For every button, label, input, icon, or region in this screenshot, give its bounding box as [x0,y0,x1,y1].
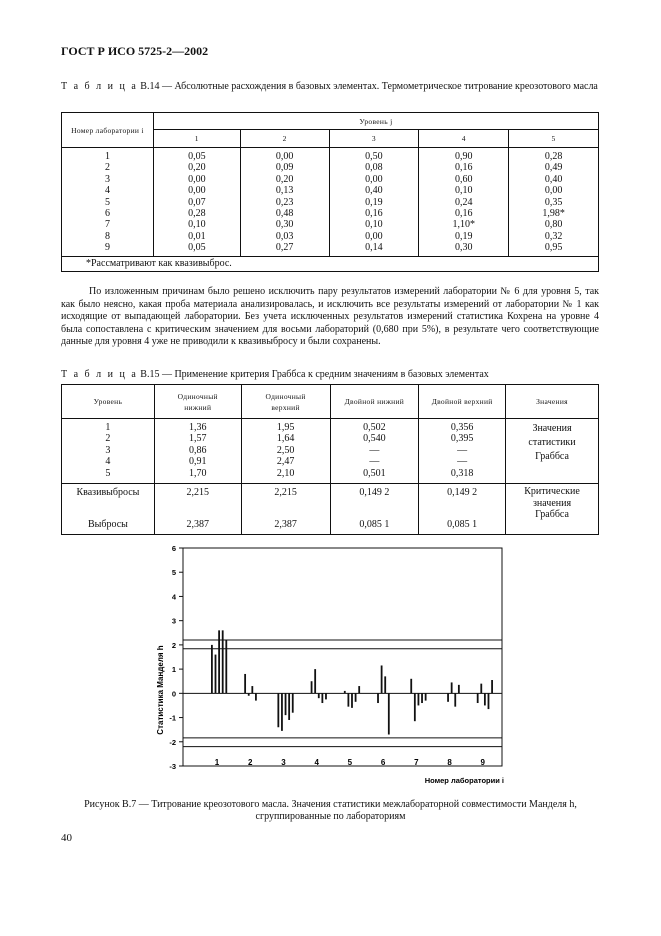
x-category-label: 9 [480,758,486,767]
bar [381,665,383,693]
y-tick-label: 4 [171,592,176,602]
double-upper-column [419,419,506,484]
table-b14-cell: 0,24 [454,196,473,208]
table-b14-cell: 1 [104,151,110,162]
bar [451,682,453,693]
quasi-outliers-column [62,484,155,535]
x-category-label: 6 [380,758,386,767]
bar [325,693,327,699]
table-b15-cell: 0,318 [450,467,474,479]
table-b14-caption [61,80,601,93]
table-b14-cell: 7 [104,219,110,231]
bar [477,693,479,703]
critical-double-lower [330,484,419,535]
bar [251,686,253,693]
level-3-header: 3 [329,130,419,148]
table-b14-cell: 0,40 [544,173,563,185]
table-b15-cell: 0,356 [450,422,474,433]
figure-caption: Рисунок В.7 — Титрование креозотового масла. Значения статистики межлабораторной совместимости Манделя h, сгруппированные по лабораториям [84,799,577,822]
x-category-label: 5 [347,758,353,767]
table-b15-cell: 4 [105,456,111,468]
x-category-label: 1 [214,758,220,767]
x-category-label: 4 [314,758,319,767]
table-b14-cell: 0,90 [454,151,473,162]
table-b14-cell: 8 [104,230,110,242]
table-b15-cell: 1 [105,422,111,433]
level-4-column [419,148,509,257]
table-b15-cell: 0,395 [450,433,474,445]
table-b15-header-0: Уровень [62,385,155,419]
bar [318,693,320,698]
level-4-header: 4 [419,130,509,148]
y-axis-ticks [169,544,183,771]
table-b14-cell: 0,10 [365,219,383,231]
table-b14-cell: 0,07 [188,196,206,208]
bar [355,693,357,701]
table-b14-cell: 1,98* [542,208,565,220]
bar [491,680,493,693]
table-b14-cell: 0,10 [188,219,206,231]
bar [311,681,313,693]
bar [218,630,220,693]
table-b15-cell: 0,502 [363,422,386,433]
cell: 2,215 [274,487,297,499]
bar [421,693,423,703]
table-b14-cell: 0,32 [544,230,563,242]
table-b15-header-5: Значения [506,385,599,419]
table-b15-title: В.15 — Применение критерия Граббса к средним значениям в базовых элементах [140,369,489,380]
table-b14-cell: 1,10* [452,219,475,231]
table-b14-cell: 0,00 [365,173,383,185]
table-b15-cell: 0,540 [363,433,386,445]
table-b15-cell: 1,70 [189,467,207,479]
bar [410,679,412,694]
table-b15-cell: 1,95 [276,422,295,433]
table-b14-cell: 0,19 [365,196,383,208]
table-b14-cell: 0,00 [188,173,206,185]
table-b15-cell: 2 [105,433,111,445]
table-b15-cell: 1,57 [189,433,207,445]
cell: 0,149 2 [359,487,390,499]
table-b15-cell: 5 [105,467,111,479]
page-number: 40 [61,832,72,844]
bar [248,693,250,695]
table-b14-label: Т а б л и ц а [61,81,138,92]
bar [277,693,279,727]
table-b14-cell: 0,50 [365,151,383,162]
table-b14-cell: 3 [104,173,110,185]
bar [225,640,227,693]
y-tick-label: -3 [169,762,176,771]
bar [222,630,224,693]
table-b14-cell: 0,01 [188,230,206,242]
table-b14-cell: 0,27 [275,242,294,254]
table-b15-header-2: Одиночный верхний [241,385,330,419]
table-b15-cell: — [369,456,380,468]
outliers-label: Выбросы [87,519,128,531]
x-category-label: 8 [447,758,452,767]
cell: 2,387 [274,519,297,531]
table-b15 [61,384,599,535]
table-b14-cell: 0,35 [544,196,563,208]
x-category-label: 7 [414,758,419,767]
critical-single-lower [154,484,241,535]
table-b15-header-3: Двойной нижний [330,385,419,419]
table-b14-cell: 0,00 [365,230,383,242]
bar [414,693,416,721]
bar [480,684,482,694]
table-b14-cell: 2 [104,162,110,174]
bar [418,693,420,705]
bar [425,693,427,700]
table-b14-cell: 9 [104,242,110,254]
table-b15-cell: 1,36 [189,422,207,433]
cell: 0,085 1 [359,519,390,531]
table-b15-cell: 2,50 [276,444,295,456]
level-1-column [153,148,240,257]
chart-frame [183,548,502,766]
cell: 0,149 2 [447,487,478,499]
cell: 0,085 1 [447,519,478,531]
table-b14-cell: 0,08 [365,162,383,174]
table-b15-cell: — [457,456,468,468]
table-b14-cell: 0,60 [454,173,473,185]
plot-border [183,548,502,766]
table-b15-cell: 0,91 [189,456,207,468]
table-b14-cell: 5 [104,196,110,208]
table-b14-cell: 0,14 [365,242,383,254]
table-b14-title: В.14 — Абсолютные расхождения в базовых элементах. Термометрическое титрование креозотового масла [140,81,598,92]
bar [244,674,246,693]
table-b14-cell: 0,16 [454,208,473,220]
table-b15-cell: 0,501 [363,467,386,479]
bar [447,693,449,701]
bar [314,669,316,693]
table-b14-footnote: *Рассматривают как квазивыброс. [62,256,599,271]
y-tick-label: 3 [171,616,176,626]
level-2-header: 2 [240,130,329,148]
bar [281,693,283,731]
lab-column [62,148,154,257]
table-b14-cell: 0,40 [365,185,383,197]
table-b14-cell: 0,95 [544,242,563,254]
table-b14-cell: 0,28 [188,208,206,220]
table-b15-critical-block [62,484,599,535]
bar [347,693,349,706]
y-tick-label: 5 [171,568,176,578]
bar [384,676,386,693]
level-column [62,419,155,484]
table-b14-cell: 0,49 [544,162,563,174]
table-b14-cell: 0,30 [454,242,473,254]
single-upper-column [241,419,330,484]
y-tick-label: -1 [169,713,176,723]
x-category-label: 3 [281,758,286,767]
table-b14-cell: 0,00 [275,151,294,162]
table-b15-cell: — [369,444,380,456]
table-b15-cell: 0,86 [189,444,207,456]
table-b14-cell: 0,05 [188,151,206,162]
table-b14 [61,112,599,272]
table-b15-header-1: Одиночный нижний [154,385,241,419]
table-b14-cell: 0,00 [544,185,563,197]
table-b14-cell: 0,19 [454,230,473,242]
bar [377,693,379,703]
bar [358,686,360,693]
bar [458,685,460,693]
table-b14-cell: 0,23 [275,196,294,208]
table-b14-cell: 0,16 [365,208,383,220]
level-5-column [509,148,599,257]
critical-values-label: Критические значения Граббса [506,484,599,535]
bar [211,645,213,693]
bar [344,691,346,693]
table-b14-cell: 0,03 [275,230,294,242]
bar [215,655,217,694]
table-b15-caption [61,368,601,381]
table-b15-stat-block [62,419,599,484]
table-b14-cell: 0,48 [275,208,294,220]
table-b14-cell: 4 [104,185,110,197]
header-lab-number: Номер лаборатории i [62,113,154,148]
cell: 2,387 [186,519,209,531]
table-b14-cell: 0,09 [275,162,294,174]
critical-double-upper [419,484,506,535]
table-b15-cell: 3 [105,444,111,456]
table-b14-cell: 0,16 [454,162,473,174]
y-tick-label: 6 [171,544,176,553]
body-paragraph: По изложенным причинам было решено исключить пару результатов измерений лаборатории № 6 для уровня 5, так как было неясно, какая проба материала анализировалась, и исключить все результаты измерений от лаборатории № 1 как исходящие от выпадающей лаборатории. Без учета исключенных результатов измерений статистика Кохрена на уровне 4 была сопоставлена с критическим значением для восьми лабораторий (0,680 при 5%), в результате чего соответствующие данные для уровня 4 уже не приводили к квазивыбросу и были сохранены. [61,286,599,348]
header-level: Уровень j [153,113,598,130]
bar [488,693,490,709]
mandel-h-chart [0,540,661,800]
critical-single-upper [241,484,330,535]
y-axis-label: Статистика Манделя h [156,645,165,735]
level-5-header: 5 [509,130,599,148]
bar [285,693,287,715]
table-b14-cell: 0,30 [275,219,294,231]
table-b15-header-4: Двойной верхний [419,385,506,419]
cell: 2,215 [186,487,209,499]
double-lower-column [330,419,419,484]
bar [321,693,323,703]
y-tick-label: -2 [169,737,176,747]
table-b14-cell: 0,10 [454,185,473,197]
table-b15-header-row [62,385,599,419]
document-header: ГОСТ Р ИСО 5725-2—2002 [61,44,209,58]
level-1-header: 1 [153,130,240,148]
bar [484,693,486,705]
y-tick-label: 2 [171,640,176,650]
bar [351,693,353,708]
bar [255,693,257,700]
bar [454,693,456,706]
bar [288,693,290,720]
y-tick-label: 1 [171,665,176,675]
table-b14-cell: 0,20 [188,162,206,174]
table-b15-cell: 2,47 [276,456,295,468]
single-lower-column [154,419,241,484]
table-b14-body [62,148,599,257]
x-category-label: 2 [247,758,253,767]
table-b15-cell: — [457,444,468,456]
table-b14-cell: 0,05 [188,242,206,254]
bars [211,630,493,734]
table-b14-cell: 0,80 [544,219,563,231]
table-b14-cell: 0,13 [275,185,294,197]
quasi-outliers-label: Квазивыбросы [76,487,140,499]
table-b15-cell: 2,10 [276,467,295,479]
bar [388,693,390,734]
table-b14-cell: 0,28 [544,151,563,162]
table-b15-label: Т а б л и ц а [61,369,138,380]
x-axis-label: Номер лаборатории i [424,776,504,785]
level-2-column [240,148,329,257]
table-b14-cell: 6 [104,208,110,220]
table-b15-cell: 1,64 [276,433,295,445]
table-b14-cell: 0,20 [275,173,294,185]
table-b14-cell: 0,00 [188,185,206,197]
level-3-column [329,148,419,257]
grubbs-statistic-label: Значения статистики Граббса [506,419,599,484]
y-tick-label: 0 [171,689,176,699]
bar [292,693,294,712]
